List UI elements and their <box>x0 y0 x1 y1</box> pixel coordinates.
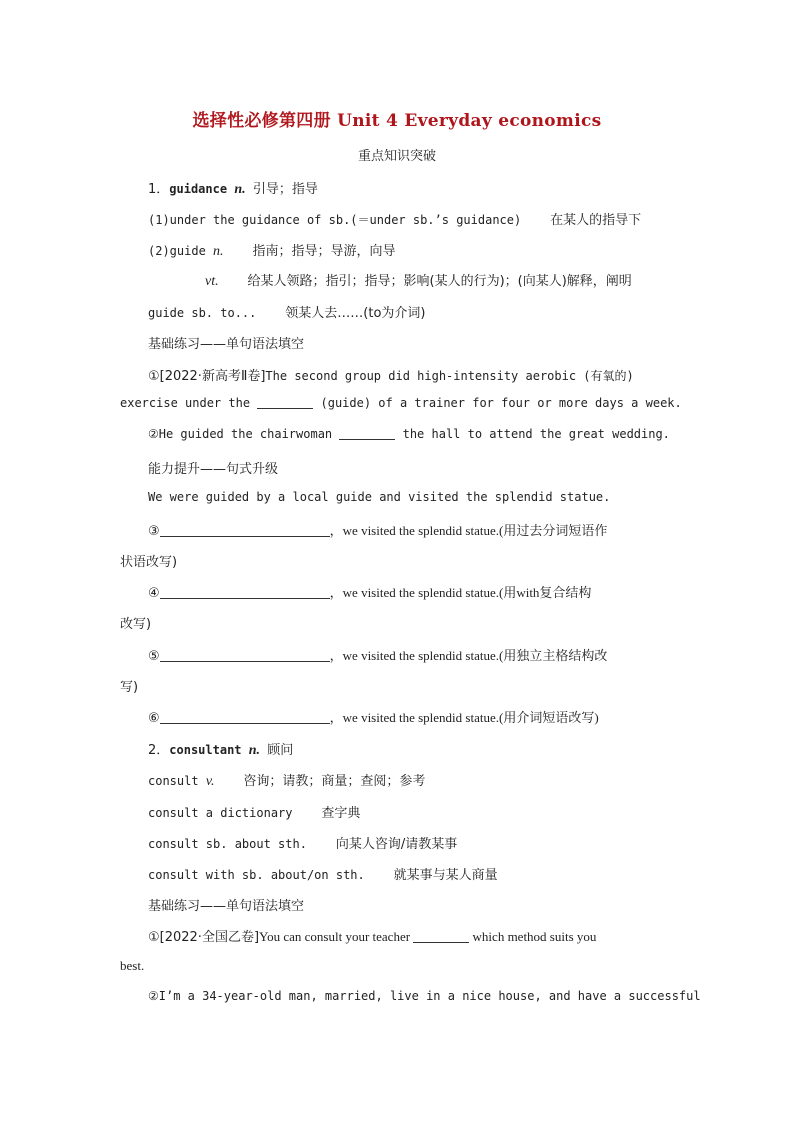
phrase-line-3: vt. 给某人领路；指引；指导；影响(某人的行为)；(向某人)解释，阐明 <box>205 274 632 289</box>
consult-line-4: consult with sb. about/on sth. 就某事与某人商量 <box>148 868 498 883</box>
upgrade-heading: 能力提升——句式升级 <box>148 462 279 477</box>
page-title: 选择性必修第四册 Unit 4 Everyday economics <box>192 111 602 131</box>
answer-blank[interactable] <box>257 396 313 409</box>
consult-exercise-1-cont: best. <box>120 958 145 973</box>
basic-exercise-heading-2: 基础练习——单句语法填空 <box>148 899 305 914</box>
basic-exercise-heading: 基础练习——单句语法填空 <box>148 337 305 352</box>
rewrite-4: ④ ，we visited the splendid statue.(用with复合结构 <box>148 585 592 601</box>
answer-blank[interactable] <box>413 930 469 943</box>
entry-consultant: 2．consultant n. 顾问 <box>148 743 294 758</box>
exercise-1-line-1: ①[2022·新高考Ⅱ卷]The second group did high-intensity aerobic (有氧的) <box>148 369 634 384</box>
exercise-1-line-2: exercise under the (guide) of a trainer for four or more days a week. <box>120 396 682 410</box>
rewrite-3-cont: 状语改写) <box>120 555 178 570</box>
consult-exercise-2: ②I’m a 34-year-old man, married, live in a nice house, and have a successful <box>148 989 701 1003</box>
rewrite-5-cont: 写) <box>120 680 139 695</box>
phrase-line-4: guide sb. to... 领某人去……(to为介词) <box>148 306 426 321</box>
rewrite-blank[interactable] <box>160 649 330 662</box>
phrase-line-1: (1)under the guidance of sb.(＝under sb.’s guidance) 在某人的指导下 <box>148 213 642 228</box>
rewrite-4-cont: 改写) <box>120 617 152 632</box>
page-subtitle: 重点知识突破 <box>357 149 436 164</box>
rewrite-blank[interactable] <box>160 711 330 724</box>
rewrite-blank[interactable] <box>160 524 330 537</box>
exercise-2: ②He guided the chairwoman the hall to attend the great wedding. <box>148 427 670 441</box>
entry-guidance: 1．guidance n. 引导；指导 <box>148 182 318 197</box>
headword-guidance: guidance <box>169 182 228 196</box>
rewrite-6: ⑥ ，we visited the splendid statue.(用介词短语改写) <box>148 710 599 726</box>
answer-blank[interactable] <box>339 427 395 440</box>
phrase-line-2: (2)guide n. 指南；指导；导游，向导 <box>148 244 396 259</box>
consult-line-1: consult v. 咨询；请教；商量；查阅；参考 <box>148 774 426 789</box>
rewrite-5: ⑤ ，we visited the splendid statue.(用独立主格结构改 <box>148 648 608 664</box>
consult-line-2: consult a dictionary 查字典 <box>148 806 361 821</box>
headword-consultant: consultant <box>169 743 242 757</box>
consult-exercise-1: ①[2022·全国乙卷]You can consult your teacher which method suits you <box>148 929 597 945</box>
consult-line-3: consult sb. about sth. 向某人咨询/请教某事 <box>148 837 458 852</box>
rewrite-blank[interactable] <box>160 586 330 599</box>
rewrite-3: ③ ，we visited the splendid statue.(用过去分词短语作 <box>148 523 608 539</box>
original-sentence: We were guided by a local guide and visited the splendid statue. <box>148 490 611 504</box>
